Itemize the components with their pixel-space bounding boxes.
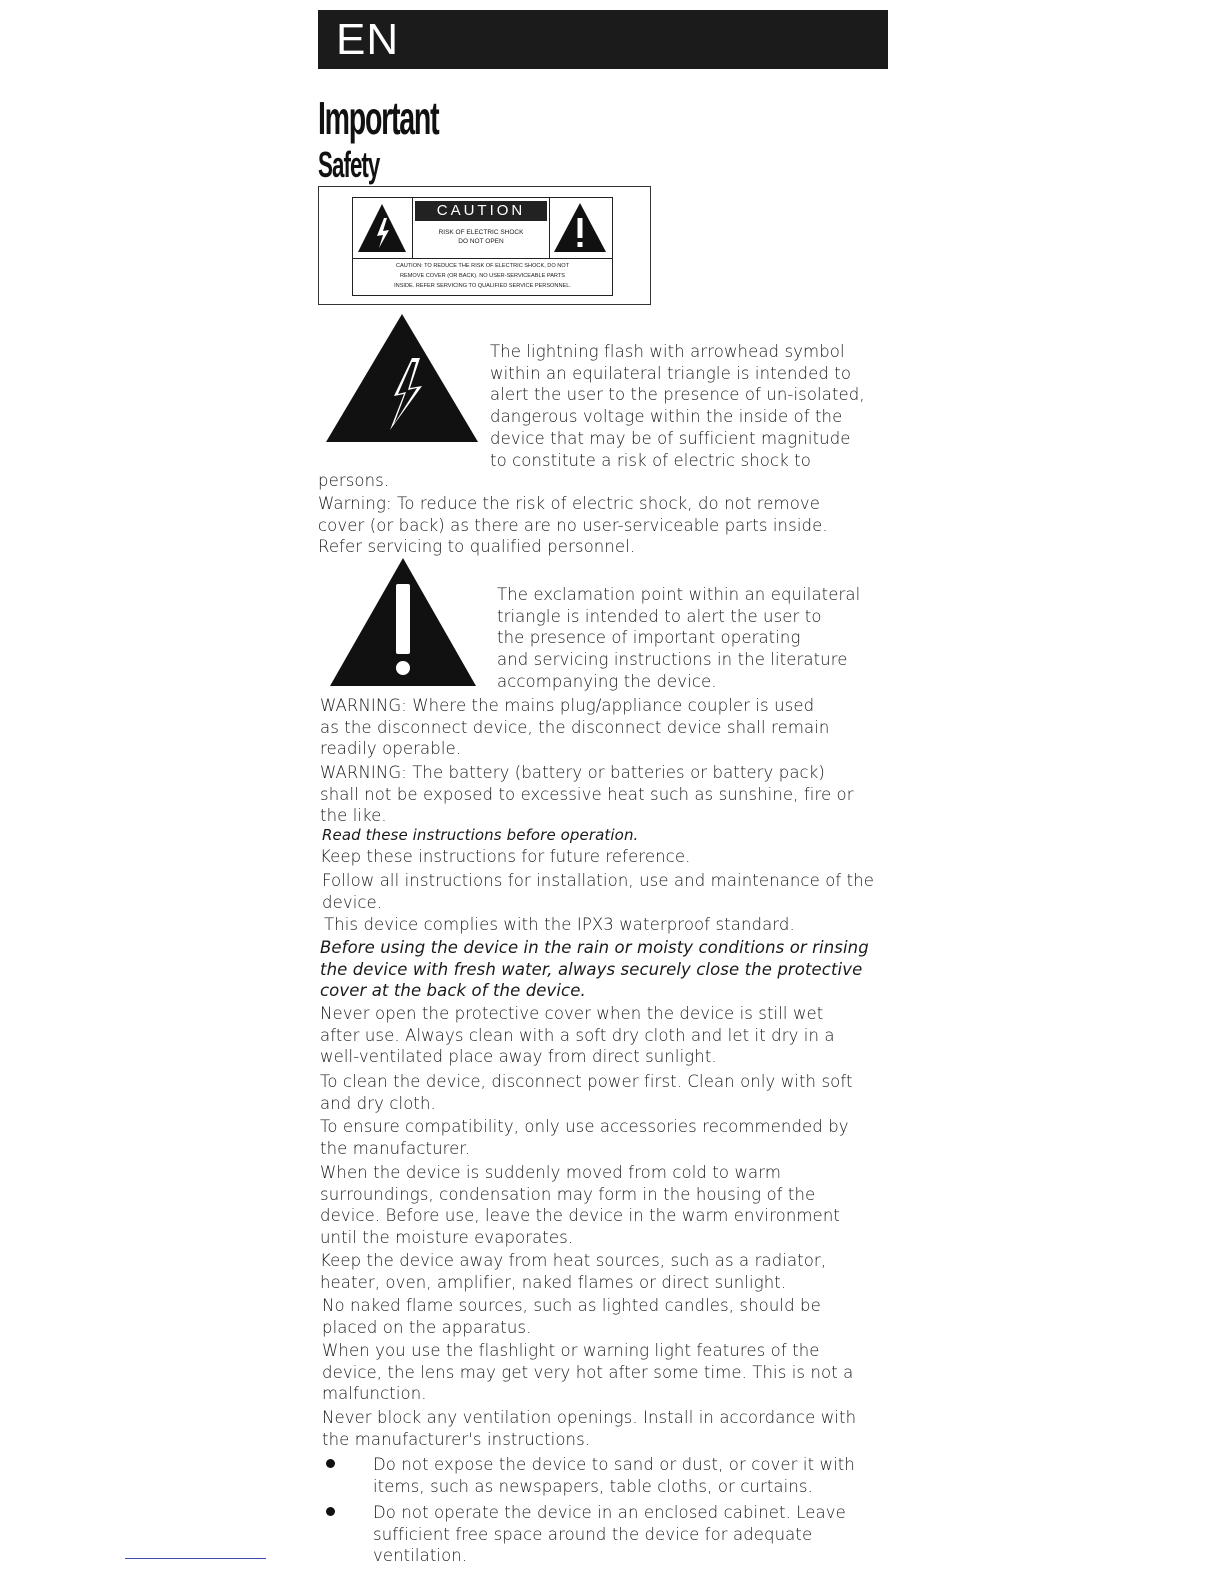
- caution-risk-line: DO NOT OPEN: [458, 238, 504, 245]
- caution-risk-line: RISK OF ELECTRIC SHOCK: [438, 229, 524, 236]
- caution-exclamation-cell: [549, 198, 612, 258]
- heat-sources-paragraph: Keep the device away from heat sources, such as a radiator, heater, oven, amplifier, naked flames or direct sunlight.: [320, 1251, 827, 1292]
- bullet-dot-icon: [326, 1459, 335, 1468]
- lightning-triangle-icon: [324, 312, 480, 444]
- wet-cover-paragraph: Never open the protective cover when the device is still wet after use. Always clean with a soft dry cloth and let it dry in a well-ventilated place away from direct sunlight.: [320, 1004, 835, 1067]
- footnote-divider: [125, 1558, 266, 1559]
- list-item: Do not operate the device in an enclosed cabinet. Leave sufficient free space around the device for adequate ventilation.: [373, 1503, 846, 1566]
- lightning-warning-icon: [353, 198, 411, 256]
- lens-hot-paragraph: When you use the flashlight or warning light features of the device, the lens may get very hot after some time. This is not a malfunction.: [322, 1341, 854, 1404]
- ipx3-paragraph: This device complies with the IPX3 waterproof standard.: [324, 915, 795, 934]
- exclamation-symbol-description: The exclamation point within an equilateral triangle is intended to alert the user to the presence of important operating and servicing instructions in the literature accompanying the device.: [497, 585, 861, 691]
- follow-instructions-paragraph: Follow all instructions for installation, use and maintenance of the device.: [322, 871, 875, 912]
- lightning-symbol-description-end: persons.: [318, 471, 390, 490]
- caution-center-cell: [413, 198, 549, 258]
- caution-risk-text: [413, 228, 549, 246]
- caution-notice-line: INSIDE. REFER SERVICING TO QUALIFIED SERVICE PERSONNEL.: [394, 283, 571, 289]
- caution-notice: [353, 258, 612, 298]
- naked-flames-paragraph: No naked flame sources, such as lighted candles, should be placed on the apparatus.: [322, 1296, 821, 1337]
- caution-label-frame: [318, 186, 651, 305]
- caution-heading: CAUTION: [415, 201, 547, 221]
- rain-usage-paragraph: Before using the device in the rain or moisty conditions or rinsing the device with fresh water, always securely close the protective cover at the back of the device.: [320, 938, 869, 1001]
- caution-notice-line: REMOVE COVER (OR BACK). NO USER-SERVICEABLE PARTS: [399, 273, 566, 279]
- lightning-symbol-description: The lightning flash with arrowhead symbol within an equilateral triangle is intended to alert the user to the presence of un-isolated, dangerous voltage within the inside of the device that may be of sufficient magnitude to constitute a risk of electric shock to: [490, 342, 865, 470]
- mains-warning-paragraph: WARNING: Where the mains plug/appliance coupler is used as the disconnect device, the disconnect device shall remain readily operable.: [320, 696, 830, 759]
- caution-lightning-cell: [353, 198, 413, 258]
- ventilation-paragraph: Never block any ventilation openings. Install in accordance with the manufacturer's instructions.: [322, 1408, 857, 1449]
- keep-instructions-paragraph: Keep these instructions for future reference.: [320, 847, 691, 866]
- exclamation-triangle-icon: [328, 556, 478, 688]
- caution-label: [352, 197, 613, 296]
- warning-cover-paragraph: Warning: To reduce the risk of electric shock, do not remove cover (or back) as there are no user-serviceable parts inside. Refer servicing to qualified personnel.: [318, 494, 828, 557]
- language-code: EN: [336, 15, 400, 64]
- condensation-paragraph: When the device is suddenly moved from cold to warm surroundings, condensation may form in the housing of the device. Before use, leave the device in the warm environment until the moisture evaporates.: [320, 1163, 840, 1248]
- caution-notice-line: CAUTION: TO REDUCE THE RISK OF ELECTRIC SHOCK, DO NOT: [395, 263, 570, 269]
- accessories-paragraph: To ensure compatibility, only use accessories recommended by the manufacturer.: [320, 1117, 849, 1158]
- cleaning-paragraph: To clean the device, disconnect power first. Clean only with soft and dry cloth.: [320, 1072, 853, 1113]
- page-title: Important: [318, 92, 439, 144]
- exclamation-warning-icon: [550, 198, 610, 256]
- battery-warning-paragraph: WARNING: The battery (battery or batteries or battery pack) shall not be exposed to excessive heat such as sunshine, fire or the like.: [320, 763, 854, 826]
- bullet-dot-icon: [326, 1507, 335, 1516]
- language-header-bar: [318, 10, 888, 69]
- read-instructions-paragraph: Read these instructions before operation.: [322, 826, 639, 844]
- list-item: Do not expose the device to sand or dust, or cover it with items, such as newspapers, table cloths, or curtains.: [373, 1455, 855, 1496]
- page-subtitle: Safety: [318, 144, 380, 185]
